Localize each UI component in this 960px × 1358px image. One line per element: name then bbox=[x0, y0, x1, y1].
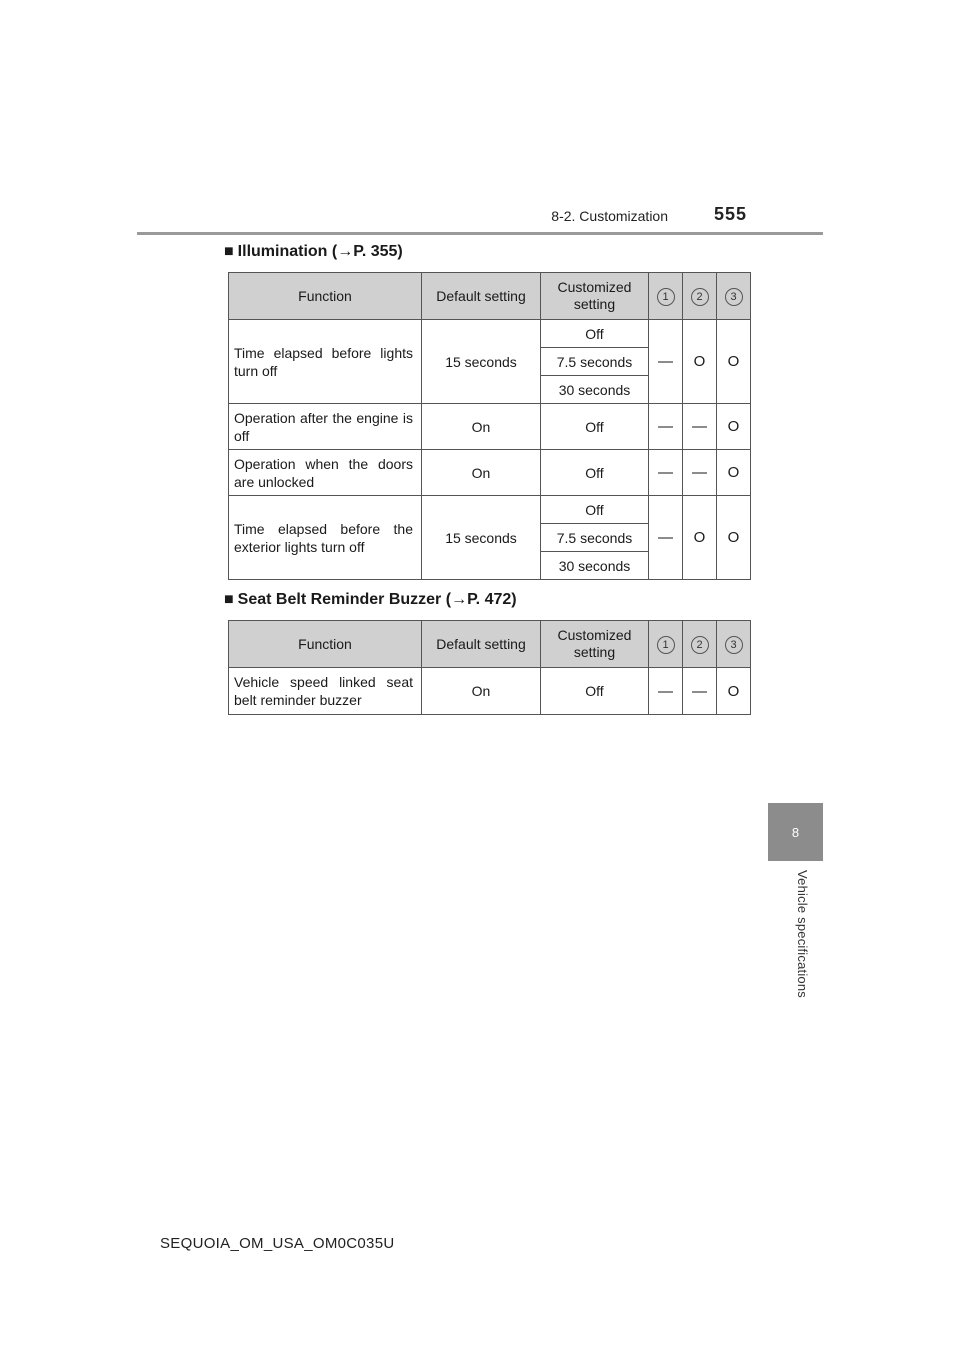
circle-3-icon: 3 bbox=[725, 636, 743, 654]
mark-3: O bbox=[717, 320, 751, 404]
mark-3: O bbox=[717, 668, 751, 715]
circle-3-icon: 3 bbox=[725, 288, 743, 306]
circle-1-icon: 1 bbox=[657, 636, 675, 654]
col-customized: Customized setting bbox=[541, 621, 649, 668]
col-1 bbox=[649, 621, 683, 668]
custom-option: 30 seconds bbox=[541, 552, 649, 580]
mark-1: — bbox=[649, 450, 683, 496]
chapter-tab[interactable] bbox=[768, 803, 823, 861]
mark-1: — bbox=[649, 496, 683, 580]
mark-2: — bbox=[683, 668, 717, 715]
illumination-page-ref[interactable]: P. 355) bbox=[353, 243, 403, 260]
square-bullet-icon: ■ bbox=[224, 243, 234, 260]
mark-3: O bbox=[717, 496, 751, 580]
seatbelt-heading bbox=[224, 591, 517, 609]
square-bullet-icon: ■ bbox=[224, 591, 234, 608]
custom-option: Off bbox=[541, 404, 649, 450]
function-cell: Vehicle speed linked seat belt reminder buzzer bbox=[229, 668, 422, 715]
circle-1-icon: 1 bbox=[657, 288, 675, 306]
mark-2: O bbox=[683, 320, 717, 404]
chapter-label: Vehicle specifications bbox=[795, 870, 810, 998]
table-row bbox=[229, 450, 751, 496]
col-1 bbox=[649, 273, 683, 320]
custom-option: 7.5 seconds bbox=[541, 348, 649, 376]
mark-3: O bbox=[717, 450, 751, 496]
arrow-right-icon: → bbox=[337, 243, 354, 260]
col-2 bbox=[683, 273, 717, 320]
page-number: 555 bbox=[714, 204, 748, 224]
default-cell: 15 seconds bbox=[422, 320, 541, 404]
mark-3: O bbox=[717, 404, 751, 450]
col-default: Default setting bbox=[422, 621, 541, 668]
mark-2: — bbox=[683, 404, 717, 450]
custom-option: 7.5 seconds bbox=[541, 524, 649, 552]
mark-2: O bbox=[683, 496, 717, 580]
col-3 bbox=[717, 273, 751, 320]
illumination-table bbox=[228, 272, 751, 580]
col-default: Default setting bbox=[422, 273, 541, 320]
document-code: SEQUOIA_OM_USA_OM0C035U bbox=[160, 1235, 395, 1252]
header-divider bbox=[137, 232, 823, 235]
custom-option: Off bbox=[541, 496, 649, 524]
section-title: 8-2. Customization bbox=[551, 208, 668, 224]
mark-1: — bbox=[649, 320, 683, 404]
custom-option: Off bbox=[541, 320, 649, 348]
seatbelt-table bbox=[228, 620, 751, 715]
seatbelt-page-ref[interactable]: P. 472) bbox=[467, 591, 517, 608]
table-header-row bbox=[229, 273, 751, 320]
circle-2-icon: 2 bbox=[691, 288, 709, 306]
mark-1: — bbox=[649, 404, 683, 450]
default-cell: On bbox=[422, 404, 541, 450]
custom-option: Off bbox=[541, 668, 649, 715]
function-cell: Operation after the engine is off bbox=[229, 404, 422, 450]
function-cell: Time elapsed before lights turn off bbox=[229, 320, 422, 404]
table-row bbox=[229, 496, 751, 524]
chapter-number: 8 bbox=[791, 824, 800, 840]
arrow-right-icon: → bbox=[451, 591, 468, 608]
default-cell: 15 seconds bbox=[422, 496, 541, 580]
circle-2-icon: 2 bbox=[691, 636, 709, 654]
seatbelt-title: Seat Belt Reminder Buzzer ( bbox=[237, 591, 452, 608]
table-header-row bbox=[229, 621, 751, 668]
custom-option: Off bbox=[541, 450, 649, 496]
col-function: Function bbox=[229, 621, 422, 668]
table-row bbox=[229, 668, 751, 715]
col-function: Function bbox=[229, 273, 422, 320]
custom-option: 30 seconds bbox=[541, 376, 649, 404]
default-cell: On bbox=[422, 450, 541, 496]
illumination-heading bbox=[224, 243, 403, 261]
illumination-title: Illumination ( bbox=[237, 243, 338, 260]
col-customized: Customized setting bbox=[541, 273, 649, 320]
function-cell: Time elapsed before the exterior lights turn off bbox=[229, 496, 422, 580]
col-2 bbox=[683, 621, 717, 668]
mark-2: — bbox=[683, 450, 717, 496]
mark-1: — bbox=[649, 668, 683, 715]
default-cell: On bbox=[422, 668, 541, 715]
function-cell: Operation when the doors are unlocked bbox=[229, 450, 422, 496]
table-row bbox=[229, 320, 751, 348]
table-row bbox=[229, 404, 751, 450]
col-3 bbox=[717, 621, 751, 668]
